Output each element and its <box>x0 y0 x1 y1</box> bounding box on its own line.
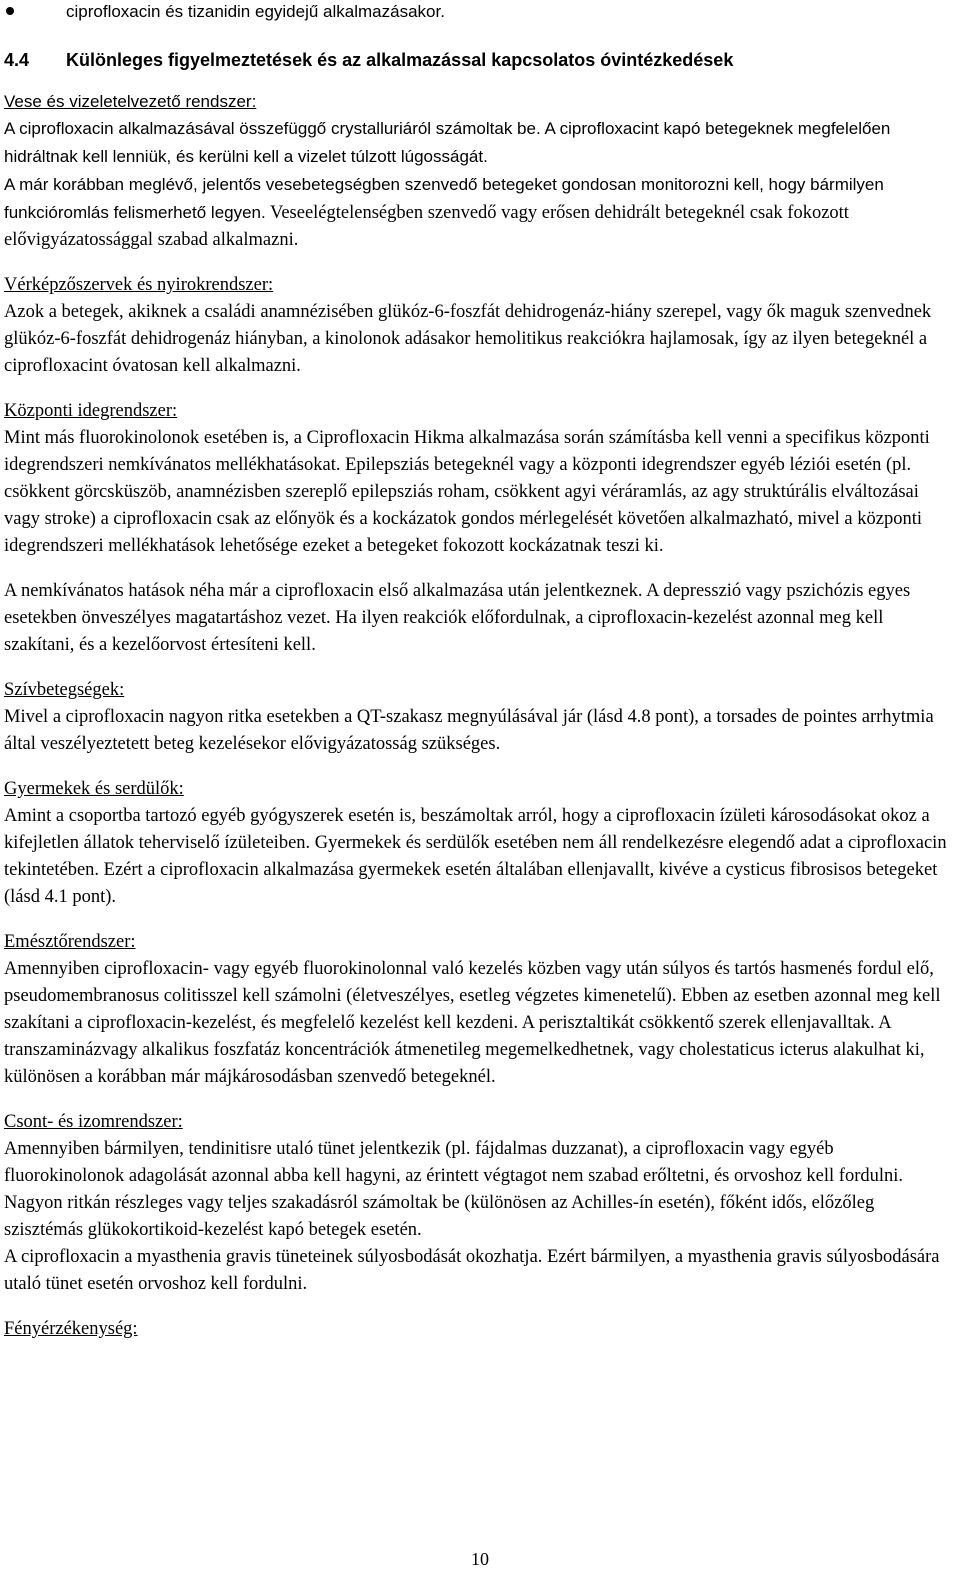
kidney-paragraph-2-end: Veseelégtelenségben szenvedő vagy erősen dehidrált betegeknél csak fokozott elővigyázatossággal szabad alkalmazni. <box>4 203 849 250</box>
section-heading <box>4 47 956 74</box>
subsection-title: Szívbetegségek: <box>4 680 125 700</box>
gi-paragraph: Amennyiben ciprofloxacin- vagy egyéb fluorokinolonnal való kezelés közben vagy után súlyos és tartós hasmenés fordul elő, pseudomembranosus colitisszel kell számolni (életveszélyes, esetleg végzetes kimenetelű). Ebben az esetben azonnal meg kell szakítani a ciprofloxacin-kezelést, és megfelelő kezelést kell kezdeni. A perisztaltikát csökkentő szerek ellenjavalltak. A transzaminázvagy alkalikus foszfatáz koncentrációk átmenetileg megemelkedhetnek, vagy cholestaticus icterus alakulhat ki, különösen a korábban már májkárosodásban szenvedő betegeknél. <box>4 959 941 1087</box>
blood-paragraph: Azok a betegek, akiknek a családi anamnézisében glükóz-6-foszfát dehidrogenáz-hiány szerepel, vagy ők maguk szenvednek glükóz-6-foszfát dehidrogenáz hiányban, a kinolonok adásakor hemolitikus reakciókra hajlamosak, így az ilyen betegeknél a ciprofloxacint óvatosan kell alkalmazni. <box>4 302 932 376</box>
bullet-text: ciprofloxacin és tizanidin egyidejű alkalmazásakor. <box>66 2 445 21</box>
children-paragraph: Amint a csoportba tartozó egyéb gyógyszerek esetén is, beszámoltak arról, hogy a ciprofloxacin ízületi károsodásokat okoz a kifejletlen állatok teherviselő ízületeiben. Gyermekek és serdülők esetében nem áll rendelkezésre elegendő adat a ciprofloxacin tekintetében. Ezért a ciprofloxacin alkalmazása gyermekek esetén általában ellenjavallt, kivéve a cysticus fibrosisos betegeket (lásd 4.1 pont). <box>4 806 947 907</box>
section-photo <box>4 1316 956 1343</box>
section-cns <box>4 398 956 659</box>
heading-title: Különleges figyelmeztetések és az alkalmazással kapcsolatos óvintézkedések <box>66 50 734 70</box>
section-blood <box>4 272 956 380</box>
bullet-icon <box>6 7 14 15</box>
subsection-title: Emésztőrendszer: <box>4 932 136 952</box>
cns-paragraph-2: A nemkívánatos hatások néha már a ciprofloxacin első alkalmazása után jelentkeznek. A depresszió vagy pszichózis egyes esetekben önveszélyes magatartáshoz vezet. Ha ilyen reakciók előfordulnak, a ciprofloxacin-kezelést azonnal meg kell szakítani, és a kezelőorvost értesíteni kell. <box>4 581 911 655</box>
kidney-paragraph-1-sans: A ciprofloxacin alkalmazásával összefüggő crystalluriáról számoltak be. <box>4 119 541 138</box>
subsection-title: Fényérzékenység: <box>4 1319 138 1339</box>
document-page <box>4 0 956 1343</box>
bone-paragraph-2: A ciprofloxacin a myasthenia gravis tüneteinek súlyosbodását okozhatja. Ezért bármilyen, a myasthenia gravis súlyosbodására utaló tünet esetén orvoshoz kell fordulni. <box>4 1247 940 1294</box>
bullet-list-item <box>4 0 956 25</box>
subsection-title: Vérképzőszervek és nyirokrendszer: <box>4 275 274 295</box>
subsection-title: Vese és vizeletelvezető rendszer: <box>4 92 257 111</box>
subsection-title: Központi idegrendszer: <box>4 401 178 421</box>
kidney-paragraph-2: A már korábban meglévő, jelentős vesebetegségben szenvedő betegeket gondosan monitorozni kell, hogy bármilyen funkcióromlás felismerhető legyen. <box>4 175 884 222</box>
section-children <box>4 776 956 911</box>
section-gi <box>4 929 956 1091</box>
section-kidney <box>4 88 956 254</box>
page-number: 10 <box>471 1549 489 1569</box>
subsection-title: Gyermekek és serdülők: <box>4 779 184 799</box>
heading-number: 4.4 <box>4 50 30 70</box>
bone-paragraph: Amennyiben bármilyen, tendinitisre utaló tünet jelentkezik (pl. fájdalmas duzzanat), a ciprofloxacin vagy egyéb fluorokinolonok adagolását azonnal abba kell hagyni, az érintett végtagot nem szabad erőltetni, és orvoshoz kell fordulni. Nagyon ritkán részleges vagy teljes szakadásról számoltak be (különösen az Achilles-ín esetén), főként idős, előzőleg szisztémás glükokortikoid-kezelést kapó betegek esetén. <box>4 1139 904 1240</box>
heart-paragraph: Mivel a ciprofloxacin nagyon ritka esetekben a QT-szakasz megnyúlásával jár (lásd 4.8 pont), a torsades de pointes arrhytmia által veszélyeztetett beteg kezelésekor elővigyázatosság szükséges. <box>4 707 934 754</box>
kidney-paragraph-1: A ciprofloxacint kapó betegeknek megfelelően hidráltnak kell lenniük, és kerülni kell a vizelet túlzott lúgosságát. <box>4 119 891 166</box>
section-heart <box>4 677 956 758</box>
cns-paragraph: Mint más fluorokinolonok esetében is, a Ciprofloxacin Hikma alkalmazása során számításba kell venni a specifikus központi idegrendszeri nemkívánatos mellékhatásokat. Epilepsziás betegeknél vagy a központi idegrendszer egyéb léziói esetén (pl. csökkent görcsküszöb, anamnézisben szereplő epilepsziás roham, csökkent agyi véráramlás, az agy struktúrális elváltozásai vagy stroke) a ciprofloxacin csak az előnyök és a kockázatok gondos mérlegelését követően alkalmazható, mivel a központi idegrendszeri mellékhatások lehetősége ezeket a betegeket fokozott kockázatnak teszi ki. <box>4 428 930 556</box>
section-bone <box>4 1109 956 1298</box>
subsection-title: Csont- és izomrendszer: <box>4 1112 183 1132</box>
